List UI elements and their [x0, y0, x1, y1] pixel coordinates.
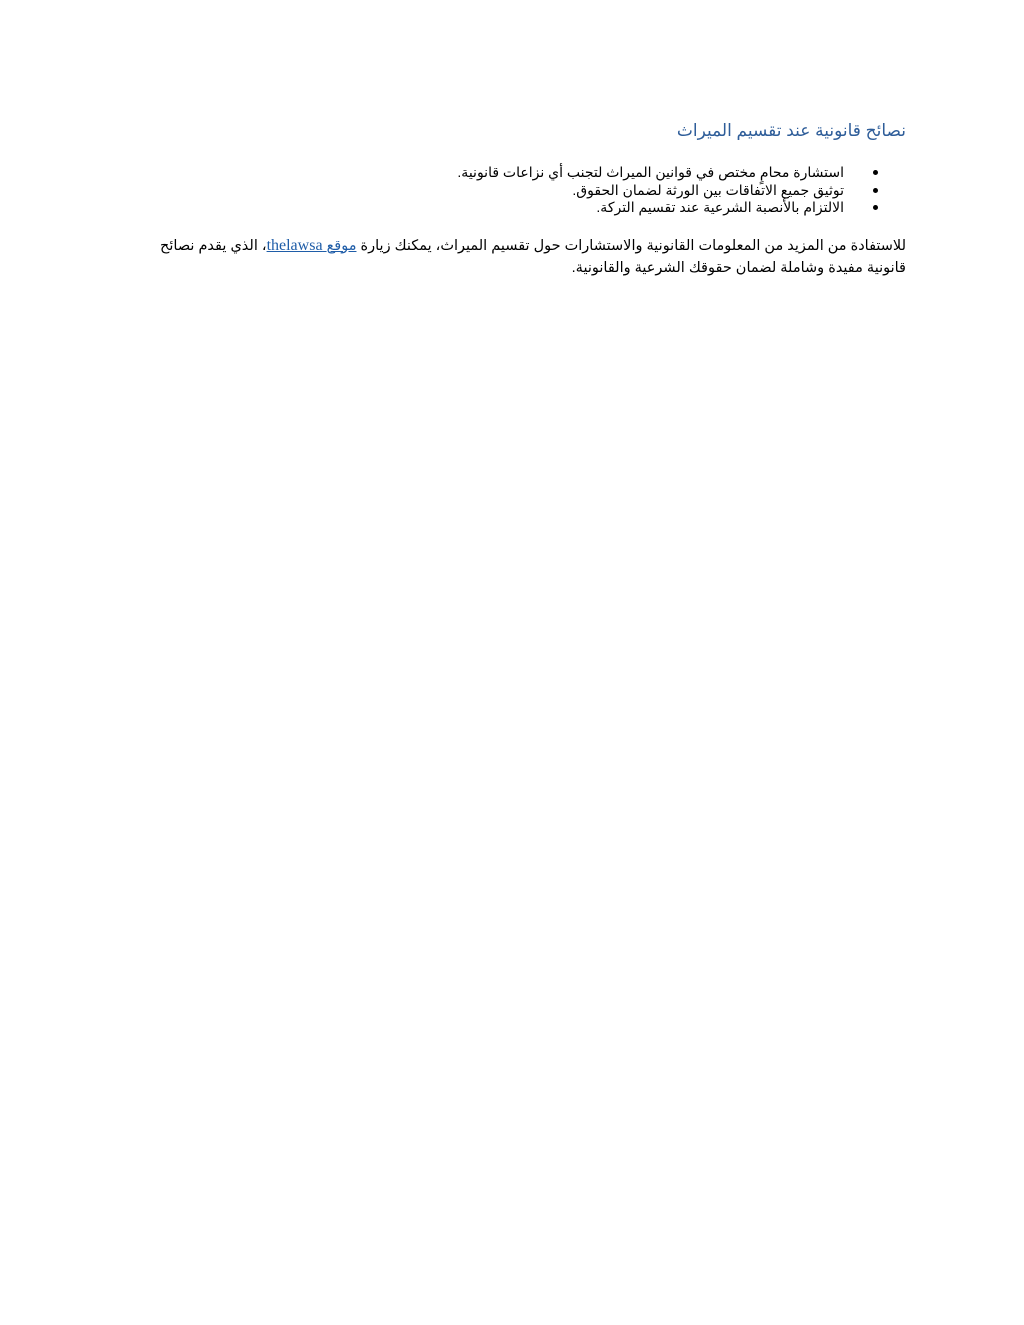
paragraph-text-start: للاستفادة من المزيد من المعلومات القانونية والاستشارات حول تقسيم الميراث، يمكنك زيارة — [356, 237, 906, 254]
list-item — [150, 199, 844, 217]
bullet-icon — [873, 205, 878, 210]
website-link[interactable] — [267, 238, 357, 254]
info-paragraph — [150, 235, 906, 279]
bullet-icon — [873, 188, 878, 193]
section-heading: نصائح قانونية عند تقسيم الميراث — [676, 121, 906, 140]
list-item-text: الالتزام بالأنصبة الشرعية عند تقسيم التركة. — [596, 199, 844, 215]
link-text-latin: thelawsa — [266, 236, 323, 254]
list-item — [150, 164, 844, 182]
bullet-icon — [873, 170, 878, 175]
list-item-text: توثيق جميع الاتفاقات بين الورثة لضمان الحقوق. — [572, 181, 844, 198]
tips-list — [150, 164, 906, 217]
document-content — [150, 118, 906, 279]
list-item — [150, 182, 844, 200]
list-item-text: استشارة محامٍ مختص في قوانين الميراث لتجنب أي نزاعات قانونية. — [457, 164, 844, 180]
link-text-arabic: موقع — [326, 237, 357, 254]
paragraph-text-end: ، الذي يقدم نصائح قانونية مفيدة وشاملة لضمان حقوقك الشرعية والقانونية. — [160, 237, 906, 276]
